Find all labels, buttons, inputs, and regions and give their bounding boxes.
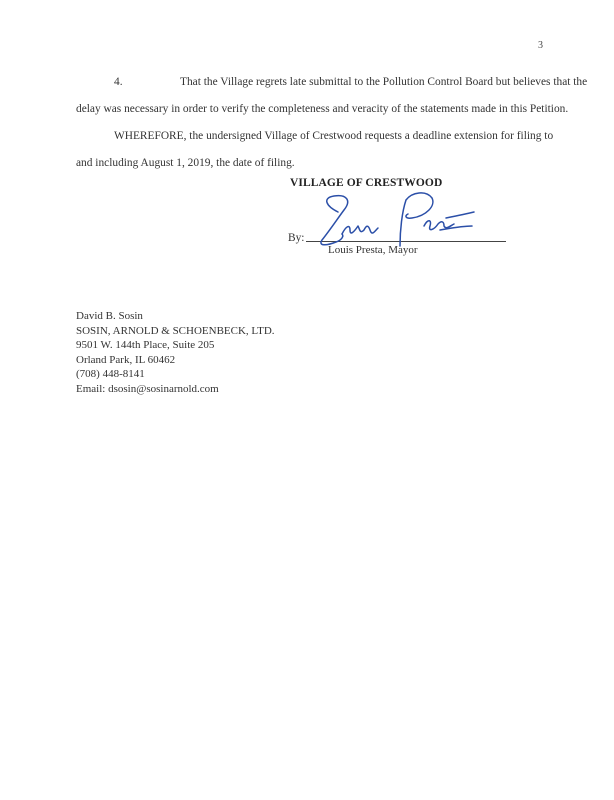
address-line-2: Orland Park, IL 60462 [76, 353, 176, 366]
address-line-1: 9501 W. 144th Place, Suite 205 [76, 339, 215, 352]
attorney-contact-block [76, 309, 275, 397]
phone-number: (708) 448-8141 [76, 368, 145, 381]
paragraph-4 [76, 69, 588, 123]
paragraph-4-line2: delay was necessary in order to verify the completeness and veracity of the statements made in this Petition. [76, 103, 569, 115]
paragraph-4-line1 [76, 69, 588, 96]
handwritten-signature [308, 190, 478, 252]
wherefore-line1: WHEREFORE, the undersigned Village of Crestwood requests a deadline extension for filing to [114, 130, 554, 142]
paragraph-4-text1: That the Village regrets late submittal to the Pollution Control Board but believes that the [180, 76, 588, 88]
law-firm-name: SOSIN, ARNOLD & SCHOENBECK, LTD. [76, 324, 275, 337]
signer-name: Louis Presta, Mayor [328, 244, 418, 256]
wherefore-line2: and including August 1, 2019, the date of filing. [76, 157, 295, 169]
signatory-entity: VILLAGE OF CRESTWOOD [290, 177, 443, 189]
attorney-name: David B. Sosin [76, 310, 143, 322]
wherefore-paragraph [76, 123, 554, 177]
paragraph-number: 4. [114, 76, 123, 88]
by-label: By: [288, 232, 305, 244]
email-address: Email: dsosin@sosinarnold.com [76, 382, 219, 395]
page-number: 3 [538, 40, 543, 51]
signature-block [288, 190, 528, 260]
